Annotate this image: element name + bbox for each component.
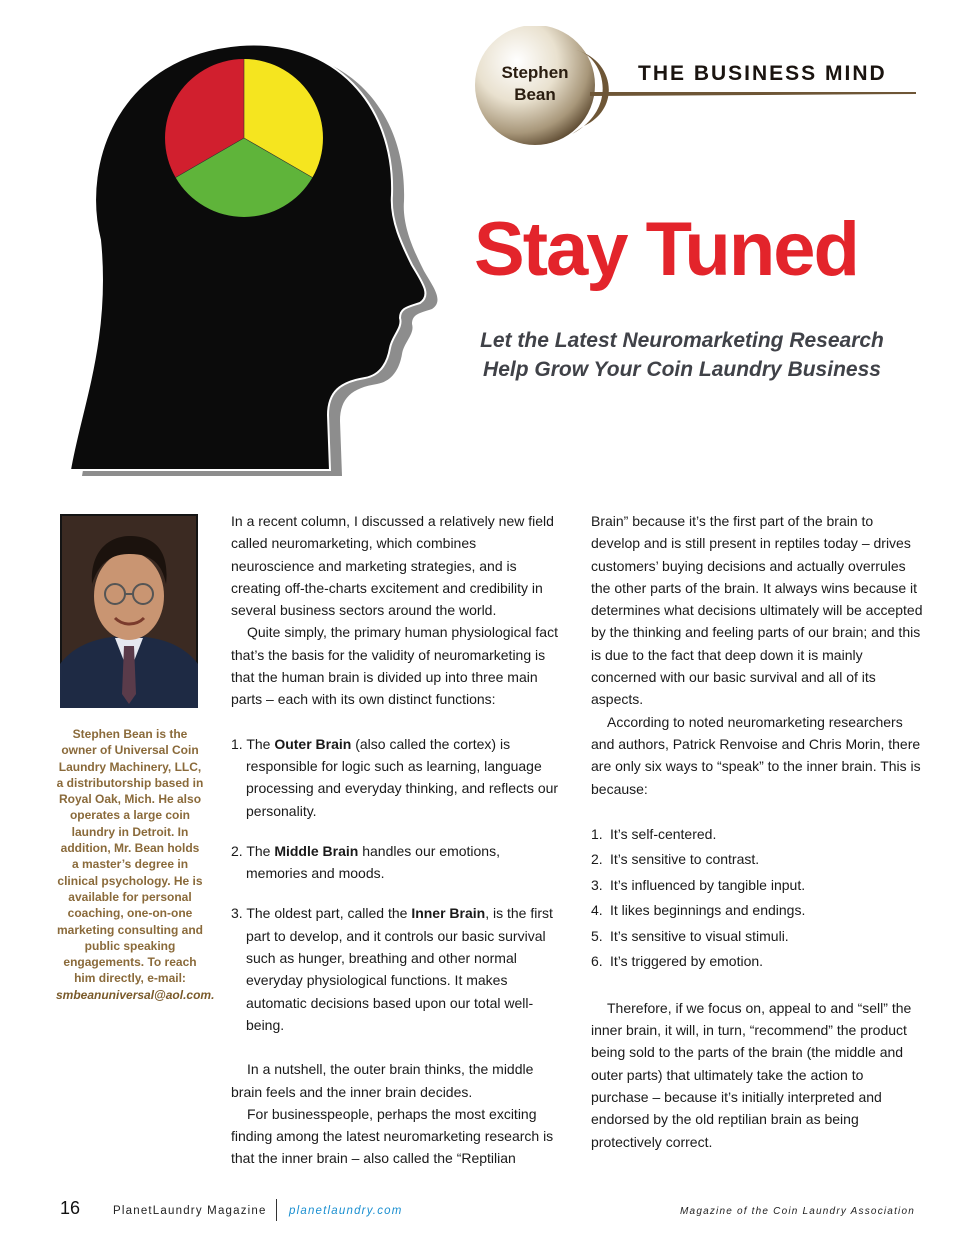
subtitle-line-2: Help Grow Your Coin Laundry Business <box>483 358 881 381</box>
paragraph-six-ways: According to noted neuromarketing researchers and authors, Patrick Renvoise and Chris Morin, there are only six ways to “speak” to the inner brain. This is because: <box>591 713 921 797</box>
article-subtitle <box>470 326 894 384</box>
author-email-link[interactable]: smbeanuniversal@aol.com. <box>56 987 215 1002</box>
author-photo <box>60 514 198 708</box>
list-item: 4. It likes beginnings and endings. <box>591 902 806 919</box>
author-last-name: Bean <box>514 85 556 104</box>
paragraph-reptilian-intro: For businesspeople, perhaps the most exciting finding among the latest neuromarketing research is that the inner brain – also called the “Reptilian <box>231 1105 554 1167</box>
article-column-right <box>591 510 923 1153</box>
paragraph-conclusion: Therefore, if we focus on, appeal to and “sell” the inner brain, it will, in turn, “recommend” the product being sold to the parts of the brain (the middle and outer parts) that ultimately take the action to purchase – because it’s initially interpreted and endorsed by the old reptilian brain as being protectively correct. <box>591 999 912 1150</box>
column-title: THE BUSINESS MIND <box>638 62 887 85</box>
six-ways-list <box>591 822 923 975</box>
list-item-outer-brain: 1. The Outer Brain (also called the cortex) is responsible for logic such as learning, language processing and everyday thinking, and reflects our personality. <box>231 735 559 819</box>
list-item: 1. It’s self-centered. <box>591 825 717 842</box>
magazine-name: PlanetLaundry Magazine <box>113 1205 267 1217</box>
paragraph-brain-parts: Quite simply, the primary human physiological fact that’s the basis for the validity of neuromarketing is that the human brain is divided up into three main parts – each with its own distinct functions: <box>231 624 558 708</box>
paragraph-intro: In a recent column, I discussed a relatively new field called neuromarketing, which combines neuroscience and marketing strategies, and is creating off-the-charts excitement and credibility in several business sectors around the world. <box>231 513 554 619</box>
list-item: 5. It’s sensitive to visual stimuli. <box>591 927 789 944</box>
paragraph-nutshell: In a nutshell, the outer brain thinks, the middle brain feels and the inner brain decides. <box>231 1061 534 1100</box>
subtitle-line-1: Let the Latest Neuromarketing Research <box>480 329 884 352</box>
list-item: 3. It’s influenced by tangible input. <box>591 876 806 893</box>
website-link[interactable]: planetlaundry.com <box>289 1205 403 1217</box>
list-item: 2. It’s sensitive to contrast. <box>591 851 760 868</box>
magazine-tagline: Magazine of the Coin Laundry Association <box>680 1206 915 1217</box>
page-number: 16 <box>60 1198 81 1218</box>
list-item-inner-brain: 3. The oldest part, called the Inner Brain, is the first part to develop, and it controls our basic survival such as hunger, breathing and other normal everyday physiological functions. It makes automatic decisions based upon our total well-being. <box>231 905 553 1033</box>
author-first-name: Stephen <box>501 63 569 82</box>
list-item: 6. It’s triggered by emotion. <box>591 953 764 970</box>
brain-pie-chart <box>165 59 323 217</box>
list-item-middle-brain: 2. The Middle Brain handles our emotions, memories and moods. <box>231 842 500 882</box>
footer-divider <box>276 1199 277 1221</box>
author-bio <box>56 726 215 1003</box>
article-column-middle <box>231 510 563 1170</box>
author-bio-text: Stephen Bean is the owner of Universal Coin Laundry Machinery, LLC, a distributorship based in Royal Oak, Mich. He also operates a large coin laundry in Detroit. In addition, Mr. Bean holds a master’s degree in clinical psychology. He is available for personal coaching, one-on-one marketing consulting and public speaking engagements. To reach him directly, e-mail: <box>56 727 204 986</box>
orbit-line <box>590 92 916 96</box>
head-silhouette-illustration <box>40 20 440 480</box>
author-badge-name <box>480 62 590 106</box>
article-headline: Stay Tuned <box>474 207 858 292</box>
paragraph-reptilian-brain: Brain” because it’s the first part of the brain to develop and is still present in reptiles today – drives customers’ buying decisions and actually overrules the other parts of the brain. It always wins because it determines what decisions ultimately will be accepted by the thinking and feeling parts of our brain; and this is due to the fact that deep down it is mainly concerned with our basic survival and all of its aspects. <box>591 513 923 708</box>
